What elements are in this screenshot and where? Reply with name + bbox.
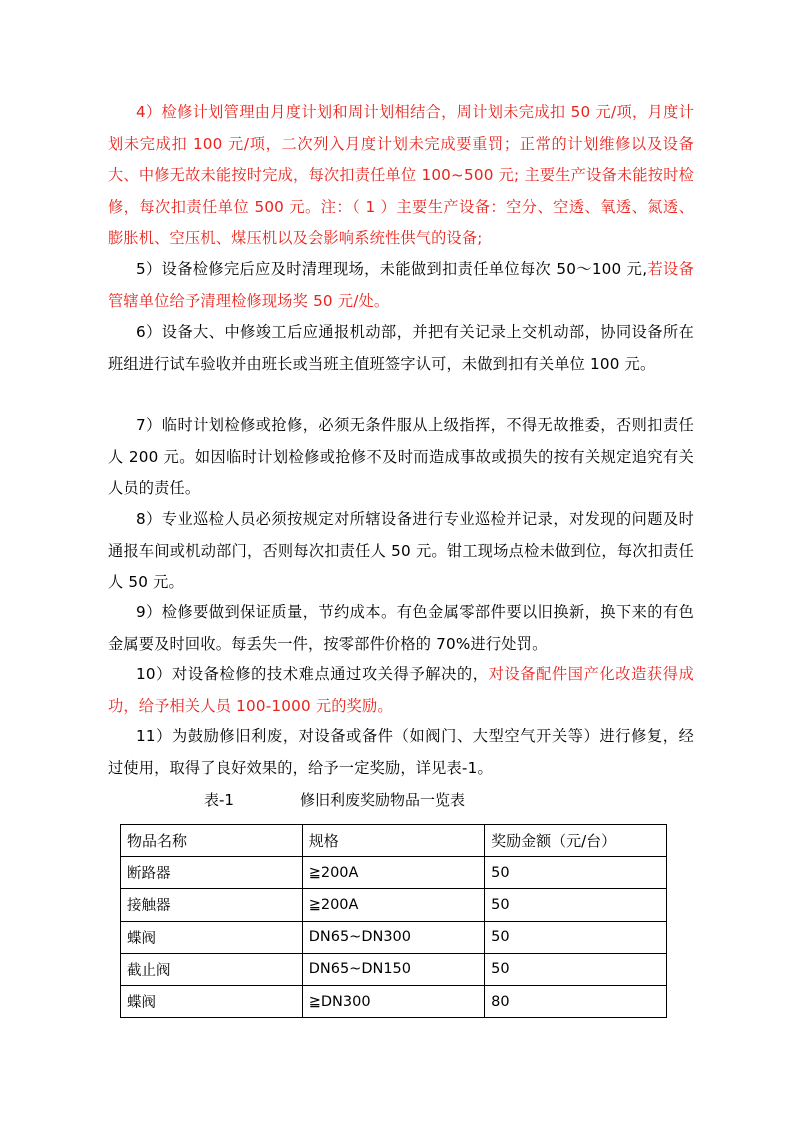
- table-row: [121, 857, 667, 889]
- paragraph-8-text: 8）专业巡检人员必须按规定对所辖设备进行专业巡检并记录，对发现的问题及时通报车间或机动部门，否则每次扣责任人 50 元。钳工现场点检未做到位，每次扣责任人 50 元。: [108, 510, 694, 591]
- paragraph-7: [108, 410, 694, 505]
- cell-reward-amount: 80: [485, 985, 667, 1017]
- cell-reward-amount: 50: [485, 921, 667, 953]
- paragraph-4: [108, 97, 694, 255]
- paragraph-9: [108, 597, 694, 660]
- paragraph-11-text: 11）为鼓励修旧利废，对设备或备件（如阀门、大型空气开关等）进行修复，经过使用，取得了良好效果的，给予一定奖励，详见表-1。: [108, 727, 694, 777]
- cell-item-name: 断路器: [121, 857, 303, 889]
- paragraph-5-text: 5）设备检修完后应及时清理现场，未能做到扣责任单位每次 50～100 元,: [136, 260, 648, 278]
- reward-items-table: [120, 824, 667, 1018]
- table-number: 表-1: [204, 791, 234, 809]
- cell-reward-amount: 50: [485, 857, 667, 889]
- paragraph-8: [108, 504, 694, 599]
- paragraph-7-text: 7）临时计划检修或抢修，必须无条件服从上级指挥，不得无故推委，否则扣责任人 200 元。如因临时计划检修或抢修不及时而造成事故或损失的按有关规定追究有关人员的责任。: [108, 416, 694, 497]
- paragraph-10: [108, 659, 694, 722]
- paragraph-5: [108, 254, 694, 317]
- cell-spec: DN65~DN300: [302, 921, 484, 953]
- cell-spec: ≧200A: [302, 857, 484, 889]
- cell-reward-amount: 50: [485, 889, 667, 921]
- paragraph-6: [108, 317, 694, 380]
- cell-reward-amount: 50: [485, 953, 667, 985]
- table-title: 修旧利废奖励物品一览表: [300, 791, 466, 809]
- paragraph-10-text: 10）对设备检修的技术难点通过攻关得予解决的，: [136, 665, 489, 683]
- cell-item-name: 蝶阀: [121, 985, 303, 1017]
- paragraph-5-highlight: 若设备管辖单位给予清理检修现场奖 50 元/处。: [108, 260, 694, 310]
- cell-item-name: 截止阀: [121, 953, 303, 985]
- paragraph-6-text: 6）设备大、中修竣工后应通报机动部，并把有关记录上交机动部，协同设备所在班组进行试车验收并由班长或当班主值班签字认可，未做到扣有关单位 100 元。: [108, 323, 694, 373]
- cell-spec: ≧200A: [302, 889, 484, 921]
- table-caption: [0, 785, 794, 815]
- paragraph-10-highlight: 对设备配件国产化改造获得成功，给予相关人员 100-1000 元的奖励。: [108, 665, 694, 715]
- header-spec: 规格: [302, 825, 484, 857]
- table-header-row: [121, 825, 667, 857]
- header-item-name: 物品名称: [121, 825, 303, 857]
- cell-item-name: 蝶阀: [121, 921, 303, 953]
- paragraph-9-text: 9）检修要做到保证质量，节约成本。有色金属零部件要以旧换新，换下来的有色金属要及时回收。每丢失一件，按零部件价格的 70%进行处罚。: [108, 603, 694, 653]
- cell-spec: ≧DN300: [302, 985, 484, 1017]
- table-row: [121, 953, 667, 985]
- table-row: [121, 889, 667, 921]
- table-row: [121, 921, 667, 953]
- header-reward-amount: 奖励金额（元/台）: [485, 825, 667, 857]
- paragraph-4-text: 4）检修计划管理由月度计划和周计划相结合，周计划未完成扣 50 元/项，月度计划未完成扣 100 元/项，二次列入月度计划未完成要重罚；正常的计划维修以及设备大、中修无故未能按时完成，每次扣责任单位 100~500 元; 主要生产设备未能按时检修，每次扣责任单位 500 元。注：（ 1 ）主要生产设备：空分、空透、氧透、氮透、膨胀机、空压机、煤压机以及会影响系统性供气的设备;: [108, 103, 694, 247]
- cell-item-name: 接触器: [121, 889, 303, 921]
- table-row: [121, 985, 667, 1017]
- paragraph-11: [108, 721, 694, 784]
- cell-spec: DN65~DN150: [302, 953, 484, 985]
